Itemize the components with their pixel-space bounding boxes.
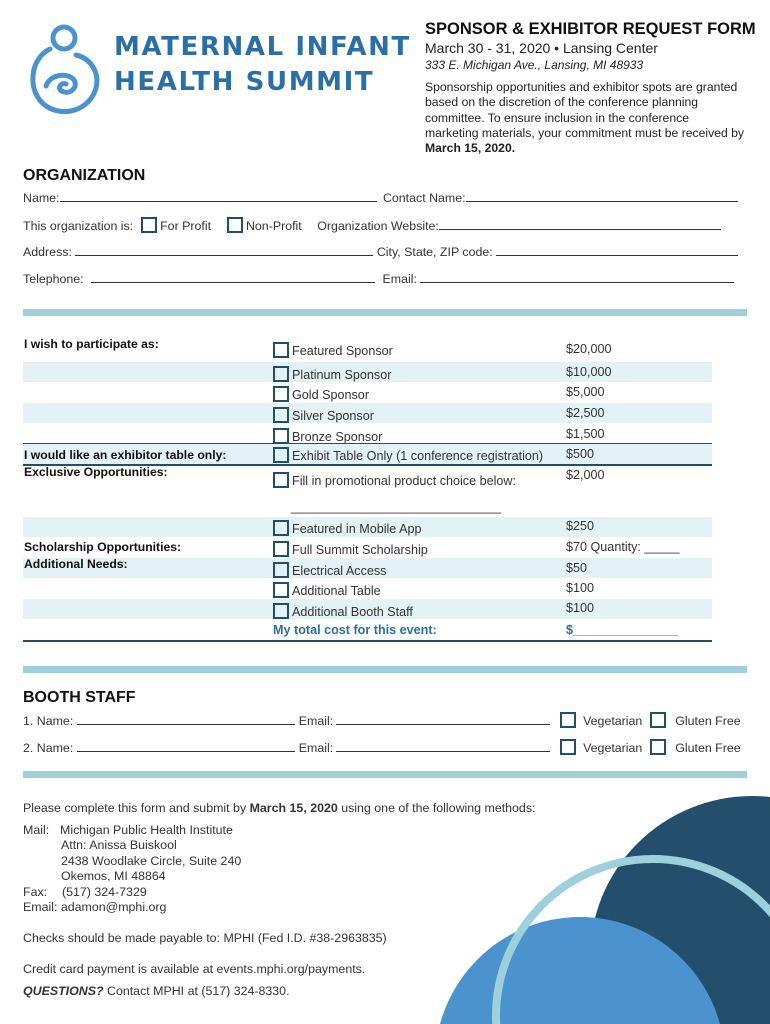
vegetarian-checkbox[interactable] <box>560 712 576 728</box>
org-name-row <box>23 191 738 205</box>
staff-email-label: Email: <box>298 714 334 728</box>
checkbox[interactable] <box>273 386 289 402</box>
gluten-free-checkbox[interactable] <box>650 739 666 755</box>
mail-label: Mail: <box>23 823 50 837</box>
option-price: $2,500 <box>566 406 605 420</box>
questions-label: QUESTIONS? <box>23 984 104 998</box>
event-date-location: March 30 - 31, 2020 • Lansing Center <box>425 40 658 56</box>
address-field[interactable] <box>75 245 373 256</box>
city-label: City, State, ZIP code: <box>376 245 493 259</box>
option-featured-sponsor[interactable] <box>273 342 393 358</box>
option-mobile-app[interactable] <box>273 520 422 536</box>
credit-card-note: Credit card payment is available at events.mphi.org/payments. <box>23 962 366 976</box>
checkbox[interactable] <box>273 472 289 488</box>
option-label: Additional Table <box>292 584 381 598</box>
address-label: Address: <box>23 245 72 259</box>
option-label: Additional Booth Staff <box>292 605 413 619</box>
organization-title: ORGANIZATION <box>23 167 146 184</box>
logo-line-2: HEALTH SUMMIT <box>114 67 375 97</box>
telephone-field[interactable] <box>91 272 375 283</box>
option-platinum-sponsor[interactable] <box>273 366 391 382</box>
event-address: 333 E. Michigan Ave., Lansing, MI 48933 <box>425 58 644 72</box>
booth-staff-row-2 <box>23 739 741 755</box>
fax-label: Fax: <box>23 885 48 899</box>
gluten-free-checkbox[interactable] <box>650 712 666 728</box>
fax-number: (517) 324-7329 <box>62 885 147 899</box>
vegetarian-checkbox[interactable] <box>560 739 576 755</box>
option-bronze-sponsor[interactable] <box>273 428 382 444</box>
vegetarian-label: Vegetarian <box>583 741 643 755</box>
booth-staff-title: BOOTH STAFF <box>23 689 136 706</box>
additional-label: Additional Needs: <box>24 557 128 571</box>
wish-label: I wish to participate as: <box>24 337 159 351</box>
contact-name-field[interactable] <box>466 191 738 202</box>
checks-note: Checks should be made payable to: MPHI (Fed I.D. #38-2963835) <box>23 931 387 945</box>
checkbox[interactable] <box>273 562 289 578</box>
staff-email-field[interactable] <box>336 714 550 725</box>
checkbox[interactable] <box>273 407 289 423</box>
org-type-row <box>23 217 721 233</box>
checkbox[interactable] <box>273 366 289 382</box>
staff-name-label: 1. Name: <box>23 714 74 728</box>
checkbox[interactable] <box>273 541 289 557</box>
option-gold-sponsor[interactable] <box>273 386 369 402</box>
contact-name-label: Contact Name: <box>382 191 466 205</box>
option-full-scholarship[interactable] <box>273 541 428 557</box>
option-label: Bronze Sponsor <box>292 430 383 444</box>
divider-bar-1 <box>23 309 747 316</box>
checkbox[interactable] <box>273 342 289 358</box>
checkbox[interactable] <box>273 603 289 619</box>
intro-date: March 15, 2020 <box>249 801 338 815</box>
option-label: Featured Sponsor <box>292 344 393 358</box>
option-price: $500 <box>566 447 595 461</box>
total-cost-label: My total cost for this event: <box>273 623 437 637</box>
option-price: $250 <box>566 519 595 533</box>
gluten-free-label: Gluten Free <box>675 714 741 728</box>
option-price: $10,000 <box>566 365 612 379</box>
option-price: $100 <box>566 581 595 595</box>
mail-line: Michigan Public Health Institute <box>60 823 233 837</box>
org-email-label: Email: <box>382 272 417 286</box>
staff-name-label: 2. Name: <box>23 741 74 755</box>
option-price: $1,500 <box>566 427 605 441</box>
questions-text: Contact MPHI at (517) 324-8330. <box>107 984 290 998</box>
non-profit-checkbox[interactable] <box>227 217 243 233</box>
checkbox[interactable] <box>273 582 289 598</box>
option-price: $100 <box>566 601 595 615</box>
telephone-label: Telephone: <box>23 272 84 286</box>
intro-pre: Please complete this form and submit by <box>23 801 247 815</box>
header-note-text: Sponsorship opportunities and exhibitor spots are granted based on the discretion of the conference planning committee. To ensure inclusion in the conference marketing materials, your commitment must be received by <box>425 80 745 140</box>
for-profit-label: For Profit <box>160 219 212 233</box>
option-label: Gold Sponsor <box>292 388 370 402</box>
submission-email: Email: adamon@mphi.org <box>23 900 167 914</box>
option-price: $20,000 <box>566 342 612 356</box>
option-additional-booth-staff[interactable] <box>273 603 413 619</box>
option-label: Full Summit Scholarship <box>292 543 428 557</box>
divider-bar-3 <box>23 771 747 778</box>
option-label: Silver Sponsor <box>292 409 374 423</box>
city-field[interactable] <box>496 245 738 256</box>
submission-intro <box>23 801 535 817</box>
checkbox[interactable] <box>273 447 289 463</box>
org-email-field[interactable] <box>420 272 734 283</box>
exhibitor-label: I would like an exhibitor table only: <box>24 448 227 462</box>
option-promotional-product[interactable] <box>273 472 516 488</box>
staff-name-field[interactable] <box>77 714 295 725</box>
option-additional-table[interactable] <box>273 582 381 598</box>
website-label: Organization Website: <box>317 219 439 233</box>
option-exhibit-table[interactable] <box>273 447 543 463</box>
header-note-deadline: March 15, 2020. <box>425 141 516 156</box>
form-title: SPONSOR & EXHIBITOR REQUEST FORM <box>425 20 756 38</box>
org-name-field[interactable] <box>60 191 377 202</box>
for-profit-checkbox[interactable] <box>141 217 157 233</box>
option-silver-sponsor[interactable] <box>273 407 374 423</box>
option-price: $50 <box>566 561 588 575</box>
intro-post: using one of the following methods: <box>341 801 536 815</box>
exclusive-label: Exclusive Opportunities: <box>24 465 168 479</box>
total-cost-field[interactable]: $_______________ <box>566 623 679 637</box>
scholarship-label: Scholarship Opportunities: <box>24 540 182 554</box>
logo-line-1: MATERNAL INFANT <box>114 32 411 62</box>
summit-logo-icon <box>20 22 102 122</box>
booth-staff-row-1 <box>23 712 741 728</box>
option-price: $70 Quantity: _____ <box>566 540 680 554</box>
gluten-free-label: Gluten Free <box>675 741 741 755</box>
non-profit-label: Non-Profit <box>245 219 302 233</box>
mail-line: Attn: Anissa Buiskool <box>61 838 177 852</box>
divider-bar-2 <box>23 666 747 673</box>
mail-line: 2438 Woodlake Circle, Suite 240 <box>61 854 242 868</box>
staff-email-field[interactable] <box>336 741 550 752</box>
option-label: Featured in Mobile App <box>292 522 422 536</box>
address-row <box>23 245 738 259</box>
mail-line: Okemos, MI 48864 <box>61 869 166 883</box>
checkbox[interactable] <box>273 428 289 444</box>
checkbox[interactable] <box>273 520 289 536</box>
org-type-label: This organization is: <box>23 219 134 233</box>
header-note <box>425 80 745 156</box>
staff-name-field[interactable] <box>77 741 295 752</box>
staff-email-label: Email: <box>298 741 334 755</box>
telephone-row <box>23 272 734 286</box>
option-label: Platinum Sponsor <box>292 368 392 382</box>
website-field[interactable] <box>439 219 721 230</box>
table-rule <box>23 640 712 642</box>
questions-line <box>23 984 290 1000</box>
promo-choice-field[interactable]: ______________________________ <box>291 500 502 514</box>
option-label: Fill in promotional product choice below: <box>292 474 517 488</box>
option-label: Exhibit Table Only (1 conference registration) <box>292 449 544 463</box>
option-electrical-access[interactable] <box>273 562 386 578</box>
org-name-label: Name: <box>23 191 60 205</box>
option-label: Electrical Access <box>292 564 387 578</box>
option-price: $2,000 <box>566 468 605 482</box>
option-price: $5,000 <box>566 385 605 399</box>
vegetarian-label: Vegetarian <box>583 714 643 728</box>
